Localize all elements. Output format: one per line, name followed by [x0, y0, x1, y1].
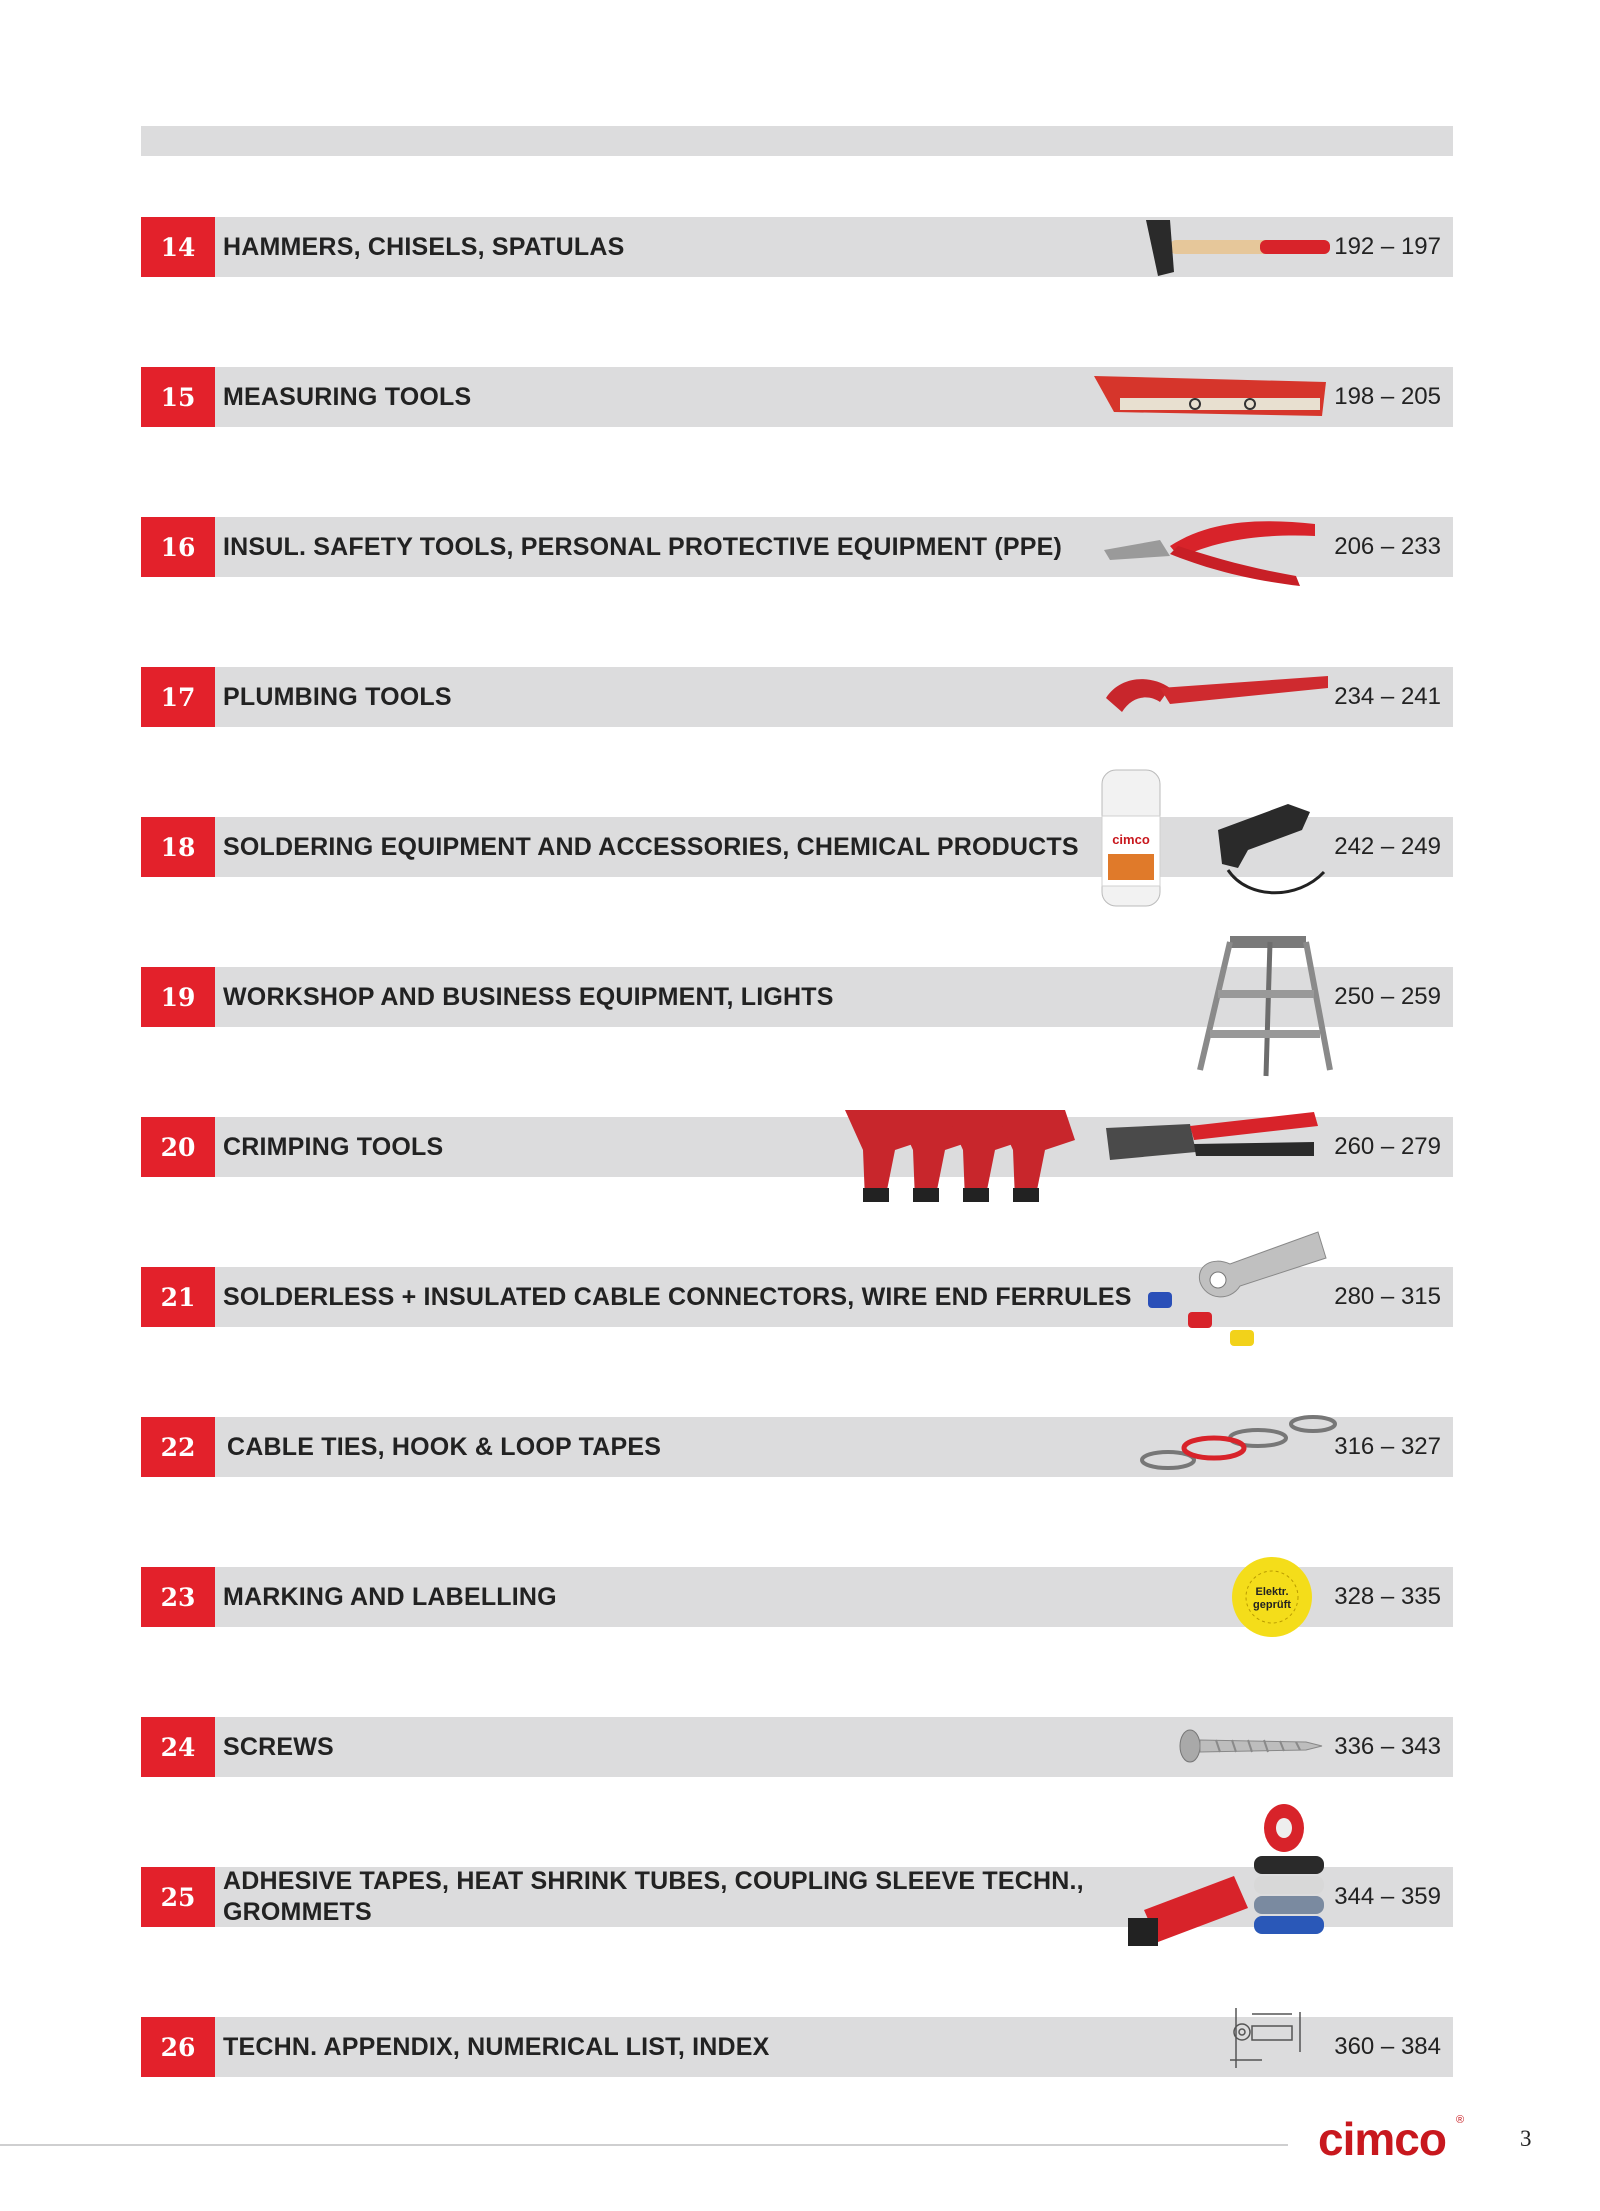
- section-number: 26: [141, 2017, 215, 2077]
- section-title: CRIMPING TOOLS: [223, 1132, 444, 1161]
- spirit-level-icon: [1090, 370, 1330, 422]
- registered-mark: ®: [1456, 2114, 1465, 2126]
- section-number: 25: [141, 1867, 215, 1927]
- section-number: 16: [141, 517, 215, 577]
- sticker-label-2: geprüft: [1253, 1599, 1291, 1611]
- section-number: 14: [141, 217, 215, 277]
- section-title: [223, 1861, 1084, 1933]
- page-range: 234 – 241: [1334, 683, 1441, 710]
- section-title: CABLE TIES, HOOK & LOOP TAPES: [227, 1432, 662, 1461]
- page-range: 280 – 315: [1334, 1283, 1441, 1310]
- section-number: 22: [141, 1417, 215, 1477]
- section-title: SCREWS: [223, 1732, 334, 1761]
- step-ladder-icon: [1190, 930, 1340, 1080]
- section-number: 23: [141, 1567, 215, 1627]
- section-title: SOLDERLESS + INSULATED CABLE CONNECTORS, WIRE END FERRULES: [223, 1282, 1132, 1311]
- hammer-icon: [1140, 212, 1340, 282]
- section-title: SOLDERING EQUIPMENT AND ACCESSORIES, CHEMICAL PRODUCTS: [223, 832, 1079, 861]
- page-range: 242 – 249: [1334, 833, 1441, 860]
- inspection-sticker-icon: [1230, 1555, 1314, 1639]
- page-range: 360 – 384: [1334, 2033, 1441, 2060]
- header-band: [141, 126, 1453, 156]
- screw-icon: [1176, 1726, 1326, 1766]
- battery-crimping-tools-icon: [825, 1080, 1085, 1210]
- hand-crimping-pliers-icon: [1100, 1108, 1320, 1178]
- page-number: 3: [1520, 2126, 1532, 2151]
- sticker-label-1: Elektr.: [1255, 1586, 1289, 1598]
- section-number: 20: [141, 1117, 215, 1177]
- section-number: 21: [141, 1267, 215, 1327]
- page-range: 206 – 233: [1334, 533, 1441, 560]
- insulated-pliers-icon: [1100, 510, 1320, 590]
- page-range: 198 – 205: [1334, 383, 1441, 410]
- cable-lug-and-ferrules-icon: [1140, 1222, 1330, 1362]
- tape-rolls-and-sleeve-icon: [1124, 1800, 1334, 1960]
- technical-drawing-icon: [1222, 2002, 1314, 2072]
- footer-rule: [0, 2144, 1288, 2146]
- section-number: 18: [141, 817, 215, 877]
- page-range: 344 – 359: [1334, 1883, 1441, 1910]
- can-label: cimco: [1112, 832, 1150, 847]
- pipe-wrench-icon: [1100, 668, 1330, 728]
- cimco-logo: cimco: [1318, 2113, 1446, 2165]
- section-title-line-1: ADHESIVE TAPES, HEAT SHRINK TUBES, COUPLING SLEEVE TECHN.,: [223, 1867, 1084, 1895]
- section-number: 15: [141, 367, 215, 427]
- spray-can-and-soldering-gun-icon: [1098, 760, 1338, 910]
- page-range: 336 – 343: [1334, 1733, 1441, 1760]
- section-title-line-2: GROMMETS: [223, 1898, 372, 1926]
- section-title: INSUL. SAFETY TOOLS, PERSONAL PROTECTIVE EQUIPMENT (PPE): [223, 532, 1063, 561]
- section-title: WORKSHOP AND BUSINESS EQUIPMENT, LIGHTS: [223, 982, 834, 1011]
- page-range: 260 – 279: [1334, 1133, 1441, 1160]
- section-title: MEASURING TOOLS: [223, 382, 472, 411]
- section-number: 19: [141, 967, 215, 1027]
- section-title: TECHN. APPENDIX, NUMERICAL LIST, INDEX: [223, 2032, 770, 2061]
- section-title: PLUMBING TOOLS: [223, 682, 452, 711]
- page-range: 192 – 197: [1334, 233, 1441, 260]
- section-title: HAMMERS, CHISELS, SPATULAS: [223, 232, 625, 261]
- page-range: 316 – 327: [1334, 1433, 1441, 1460]
- page-range: 250 – 259: [1334, 983, 1441, 1010]
- chain-icon: [1138, 1408, 1338, 1478]
- section-number: 17: [141, 667, 215, 727]
- section-title: MARKING AND LABELLING: [223, 1582, 557, 1611]
- section-number: 24: [141, 1717, 215, 1777]
- page-range: 328 – 335: [1334, 1583, 1441, 1610]
